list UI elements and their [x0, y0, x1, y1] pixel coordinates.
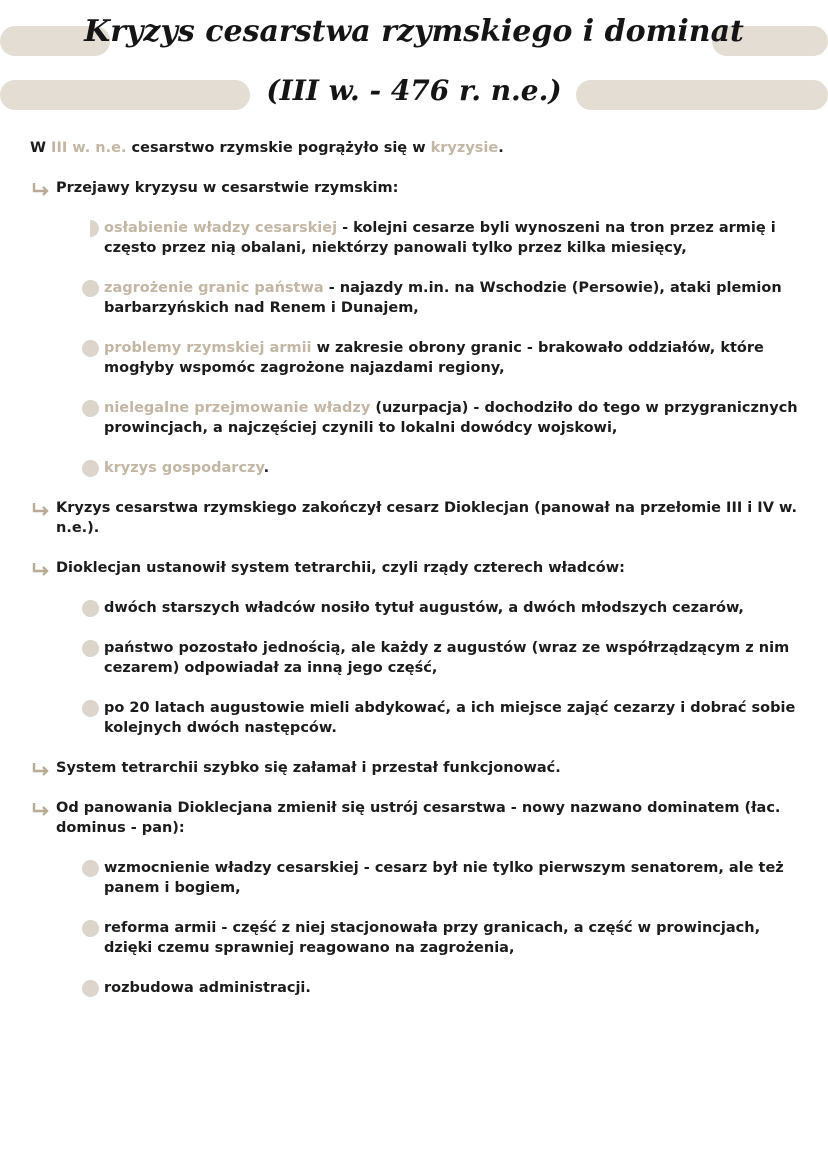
bullet-icon [82, 600, 99, 617]
list-item [82, 598, 810, 618]
intro-text-3: . [498, 140, 504, 156]
list-item-text: w zakresie obrony granic - brakowało oddziałów, które mogłyby wspomóc zagrożone najazdami regiony, [104, 340, 764, 376]
section-heading: Przejawy kryzysu w cesarstwie rzymskim: [56, 180, 399, 196]
arrow-icon [32, 562, 50, 576]
list-item-text: dwóch starszych władców nosiło tytuł augustów, a dwóch młodszych cezarów, [104, 600, 744, 616]
bullet-icon [82, 400, 99, 417]
bullet-icon [90, 220, 99, 237]
arrow-icon [32, 502, 50, 516]
list-item-term: problemy rzymskiej armii [104, 340, 312, 356]
section-heading: Dioklecjan ustanowił system tetrarchii, czyli rządy czterech władców: [56, 560, 625, 576]
list-item-text: - kolejni cesarze byli wynoszeni na tron przez armię i często przez nią obalani, niektórzy panowali tylko przez kilka miesięcy, [104, 220, 776, 256]
list-item-text: państwo pozostało jednością, ale każdy z augustów (wraz ze współrządzącym z nim cezarem) odpowiadał za inną jego część, [104, 640, 790, 676]
list-item-text: rozbudowa administracji. [104, 980, 311, 996]
bullet-icon [82, 980, 99, 997]
section-tetrarchy-collapse [30, 758, 810, 778]
section-dominate [30, 798, 810, 838]
bullet-icon [82, 340, 99, 357]
bullet-icon [82, 860, 99, 877]
list-item [82, 278, 810, 318]
document-body [30, 138, 810, 1018]
intro-highlight-century: III w. n.e. [51, 140, 127, 156]
intro-text-2: cesarstwo rzymskie pogrążyło się w [126, 140, 431, 156]
arrow-icon [32, 802, 50, 816]
section-tetrarchy [30, 558, 810, 578]
bullet-icon [82, 280, 99, 297]
list-item-term: osłabienie władzy cesarskiej [104, 220, 338, 236]
section-text: Kryzys cesarstwa rzymskiego zakończył cesarz Dioklecjan (panował na przełomie III i IV w. n.e.). [56, 500, 797, 536]
intro-text-1: W [30, 140, 52, 156]
list-item [82, 398, 810, 438]
arrow-icon [32, 182, 50, 196]
bullet-icon [82, 700, 99, 717]
page-subtitle: (III w. - 476 r. n.e.) [266, 74, 562, 107]
list-item [82, 338, 810, 378]
bullet-icon [82, 640, 99, 657]
list-item [82, 978, 810, 998]
intro-paragraph [30, 138, 810, 158]
list-item [82, 918, 810, 958]
list-item-text: wzmocnienie władzy cesarskiej - cesarz był nie tylko pierwszym senatorem, ale też panem i bogiem, [104, 860, 784, 896]
list-item-text: po 20 latach augustowie mieli abdykować, a ich miejsce zająć cezarzy i dobrać sobie kolejnych dwóch następców. [104, 700, 796, 736]
list-item-text: (uzurpacja) - dochodziło do tego w przygranicznych prowincjach, a najczęściej czynili to lokalni dowódcy wojskowi, [104, 400, 798, 436]
section-crisis-end [30, 498, 810, 538]
list-item-text: . [263, 460, 270, 476]
bullet-icon [82, 460, 99, 477]
list-item-term: zagrożenie granic państwa [104, 280, 324, 296]
section-crisis-signs [30, 178, 810, 198]
list-item-term: kryzys gospodarczy [104, 460, 264, 476]
list-item [82, 458, 810, 478]
arrow-icon [32, 762, 50, 776]
section-text: System tetrarchii szybko się załamał i przestał funkcjonować. [56, 760, 561, 776]
list-item [82, 218, 810, 258]
bullet-icon [82, 920, 99, 937]
list-item-text: reforma armii - część z niej stacjonowała przy granicach, a część w prowincjach, dzięki czemu sprawniej reagowano na zagrożenia, [104, 920, 761, 956]
intro-highlight-crisis: kryzysie [430, 140, 499, 156]
list-item [82, 858, 810, 898]
page-title: Kryzys cesarstwa rzymskiego i dominat [84, 14, 744, 49]
list-item-text: - najazdy m.in. na Wschodzie (Persowie), ataki plemion barbarzyńskich nad Renem i Dunajem, [104, 280, 782, 316]
list-item-term: nielegalne przejmowanie władzy [104, 400, 371, 416]
list-item [82, 638, 810, 678]
list-item [82, 698, 810, 738]
section-heading: Od panowania Dioklecjana zmienił się ustrój cesarstwa - nowy nazwano dominatem (łac. dominus - pan): [56, 800, 781, 836]
